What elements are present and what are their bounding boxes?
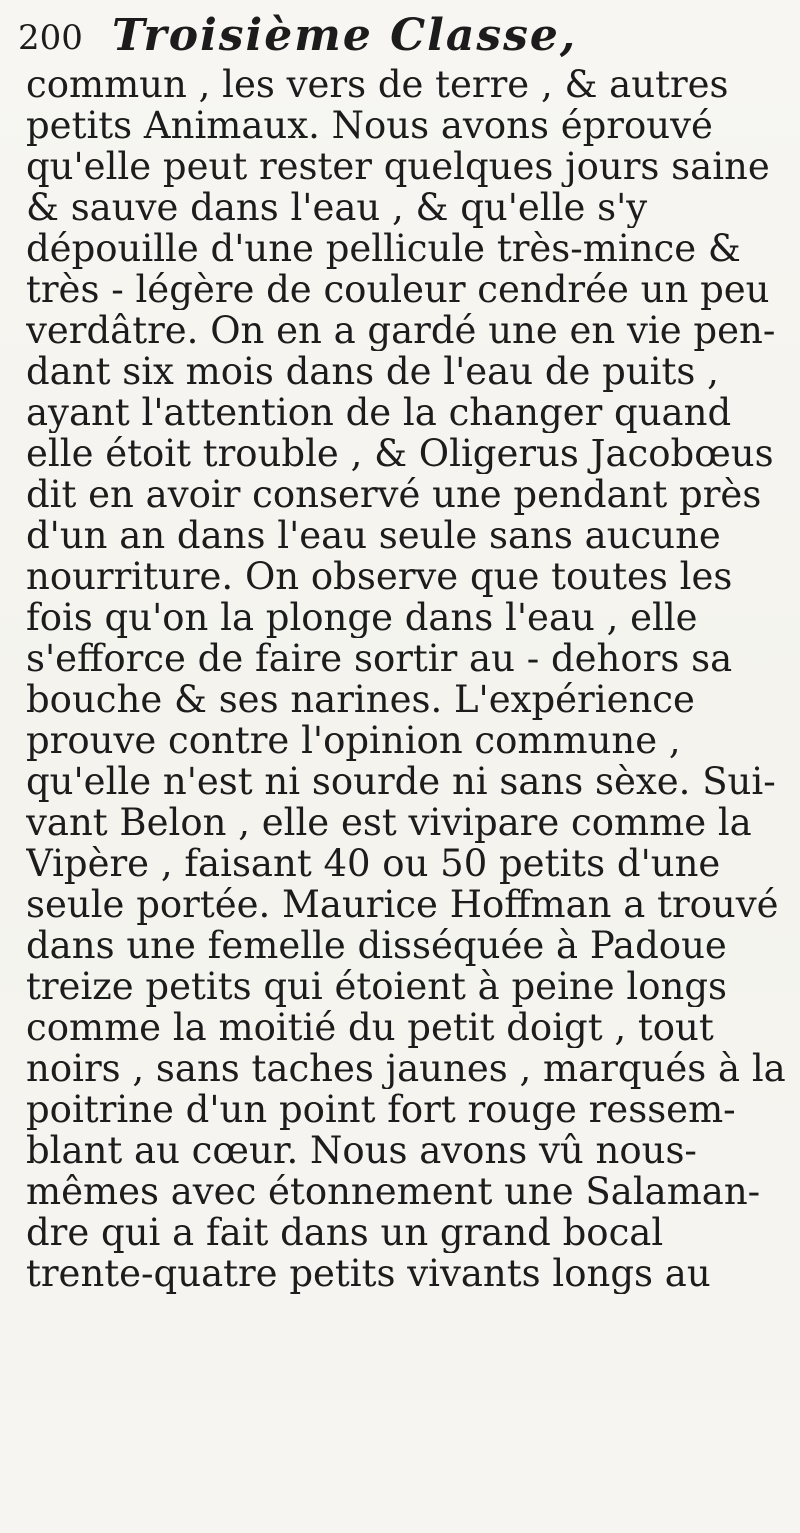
text-line: nourriture. On observe que toutes les: [26, 556, 733, 597]
text-line: comme la moitié du petit doigt , tout: [26, 1007, 714, 1048]
text-line: mêmes avec étonnement une Salaman-: [26, 1171, 761, 1212]
text-line: poitrine d'un point fort rouge ressem-: [26, 1089, 736, 1130]
text-line: fois qu'on la plonge dans l'eau , elle: [26, 597, 698, 638]
text-line: ayant l'attention de la changer quand: [26, 392, 732, 433]
running-title: Troisième Classe,: [112, 10, 578, 61]
text-line: Vipère , faisant 40 ou 50 petits d'une: [26, 843, 721, 884]
text-line: prouve contre l'opinion commune ,: [26, 720, 681, 761]
text-line: trente-quatre petits vivants longs au: [26, 1253, 711, 1294]
text-line: elle étoit trouble , & Oligerus Jacobœus: [26, 433, 774, 474]
text-line: dit en avoir conservé une pendant près: [26, 474, 762, 515]
text-line: seule portée. Maurice Hoffman a trouvé: [26, 884, 779, 925]
text-line: vant Belon , elle est vivipare comme la: [26, 802, 752, 843]
text-line: s'efforce de faire sortir au - dehors sa: [26, 638, 733, 679]
text-line: dre qui a fait dans un grand bocal: [26, 1212, 664, 1253]
text-line: noirs , sans taches jaunes , marqués à la: [26, 1048, 786, 1089]
text-line: bouche & ses narines. L'expérience: [26, 679, 695, 720]
body-text: [26, 64, 786, 1294]
text-line: blant au cœur. Nous avons vû nous-: [26, 1130, 697, 1171]
text-line: petits Animaux. Nous avons éprouvé: [26, 105, 713, 146]
text-line: d'un an dans l'eau seule sans aucune: [26, 515, 721, 556]
text-line: dépouille d'une pellicule très-mince &: [26, 228, 741, 269]
text-line: qu'elle peut rester quelques jours saine: [26, 146, 770, 187]
text-line: dant six mois dans de l'eau de puits ,: [26, 351, 719, 392]
page-header: [18, 10, 788, 70]
text-line: treize petits qui étoient à peine longs: [26, 966, 728, 1007]
page-number: 200: [18, 18, 83, 58]
text-line: commun , les vers de terre , & autres: [26, 64, 729, 105]
text-line: dans une femelle disséquée à Padoue: [26, 925, 727, 966]
text-line: très - légère de couleur cendrée un peu: [26, 269, 770, 310]
text-line: verdâtre. On en a gardé une en vie pen-: [26, 310, 776, 351]
text-line: & sauve dans l'eau , & qu'elle s'y: [26, 187, 648, 228]
text-line: qu'elle n'est ni sourde ni sans sèxe. Sui-: [26, 761, 776, 802]
